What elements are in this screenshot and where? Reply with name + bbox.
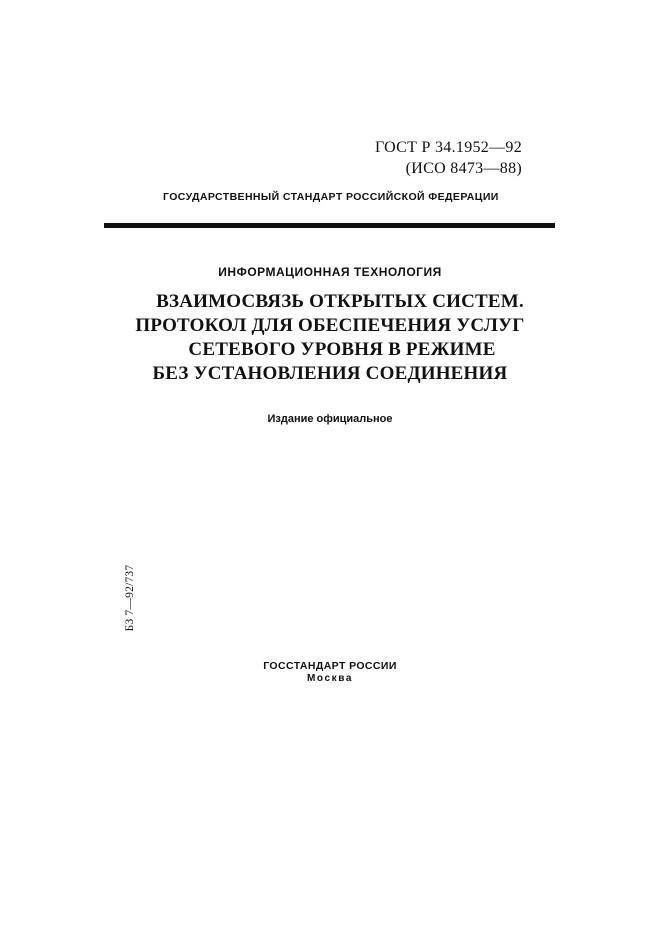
gost-number: ГОСТ Р 34.1952—92 (374, 139, 522, 156)
state-standard-heading: ГОСУДАРСТВЕННЫЙ СТАНДАРТ РОССИЙСКОЙ ФЕДЕРАЦИИ (163, 191, 499, 203)
standard-designation (362, 137, 522, 179)
series-heading: ИНФОРМАЦИОННАЯ ТЕХНОЛОГИЯ (218, 265, 442, 279)
edition-label: Издание официальное (267, 413, 393, 425)
title-line-2: ПРОТОКОЛ ДЛЯ ОБЕСПЕЧЕНИЯ УСЛУГ (135, 315, 525, 336)
side-code-block (120, 558, 140, 638)
document-title (120, 290, 540, 386)
side-code: БЗ 7—92/737 (124, 564, 136, 632)
iso-number: (ИСО 8473—88) (405, 160, 522, 177)
title-line-3: СЕТЕВОГО УРОВНЯ В РЕЖИМЕ (188, 339, 496, 360)
publisher-city: Москва (306, 673, 354, 684)
title-line-1: ВЗАИМОСВЯЗЬ ОТКРЫТЫХ СИСТЕМ. (156, 291, 524, 312)
publisher-name: ГОССТАНДАРТ РОССИИ (263, 660, 397, 672)
header-rule (104, 223, 555, 228)
title-line-4: БЕЗ УСТАНОВЛЕНИЯ СОЕДИНЕНИЯ (152, 363, 508, 384)
